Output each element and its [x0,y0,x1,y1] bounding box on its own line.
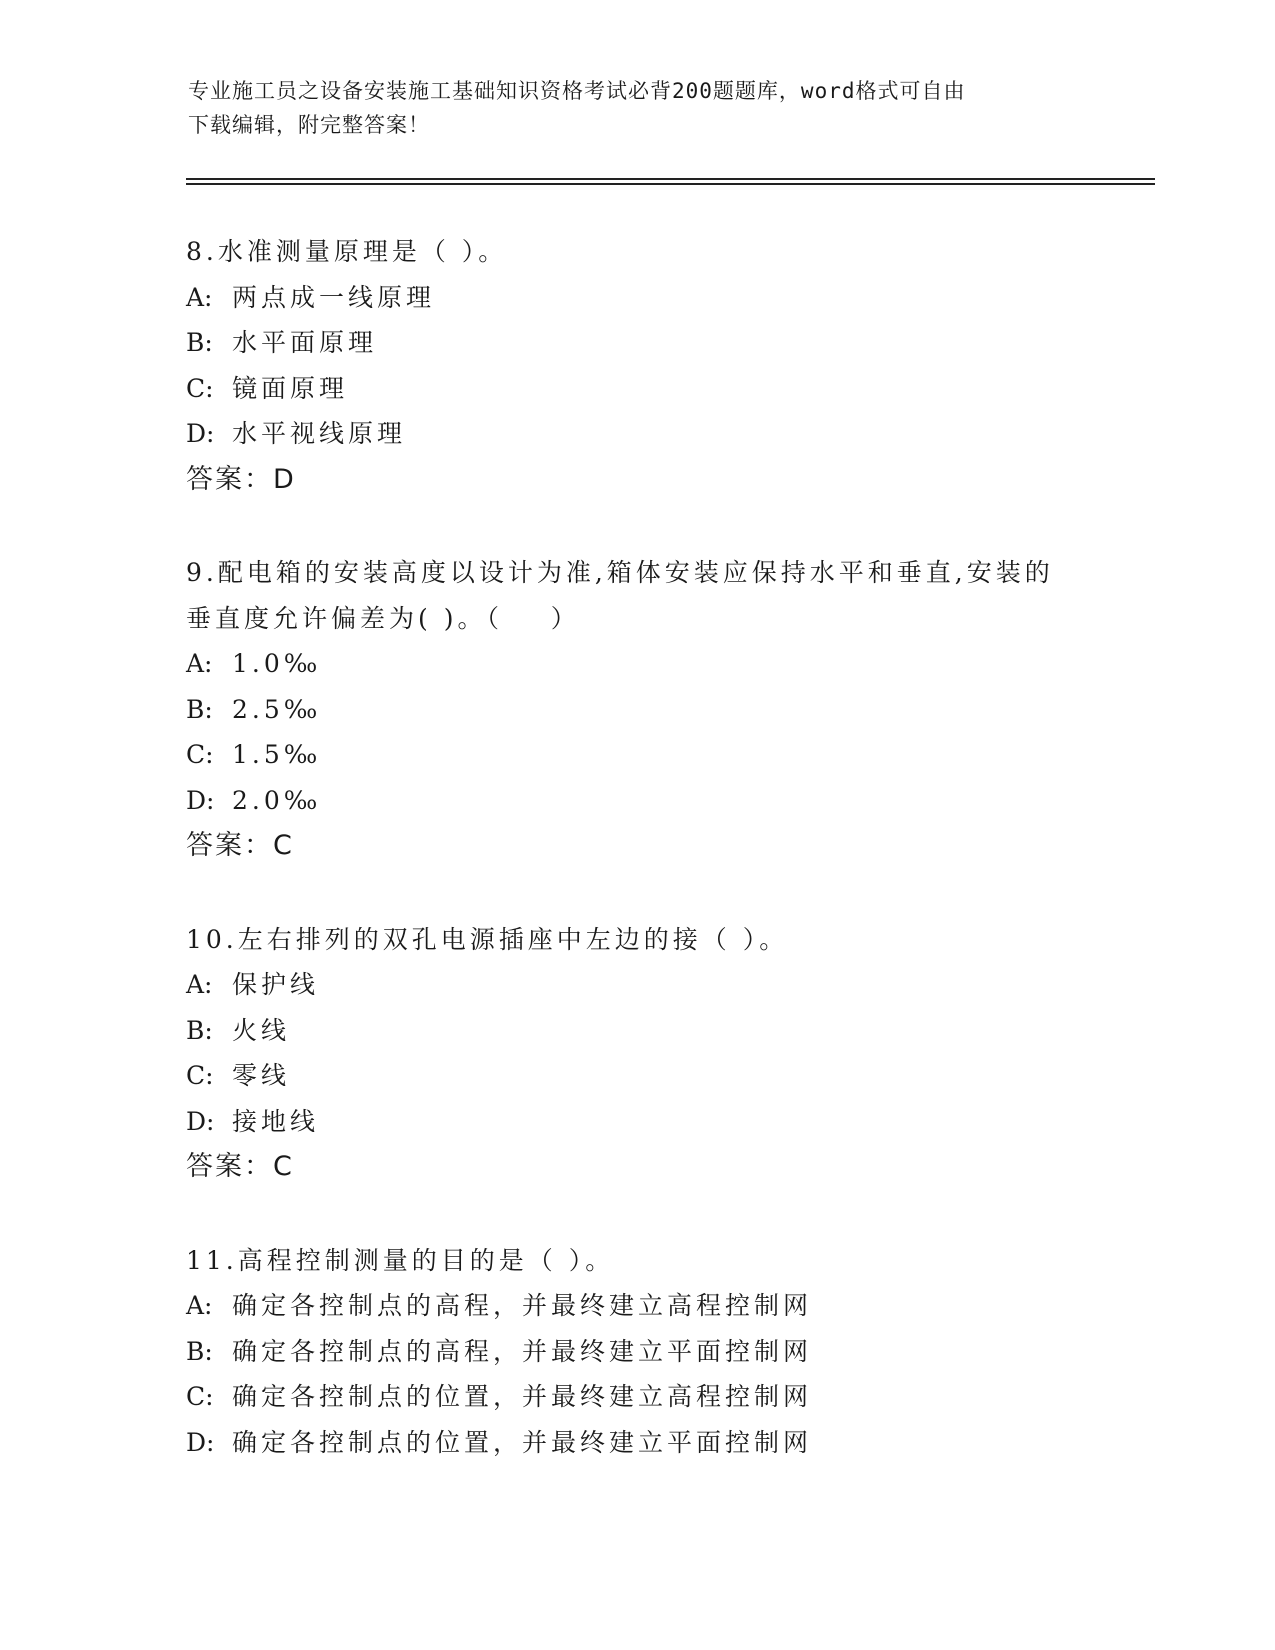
option-label: B: [186,1015,213,1045]
option-text: 2.0‰ [232,785,322,815]
option-label: A: [186,649,213,678]
header-line-2: 下载编辑，附完整答案！ [188,113,430,137]
option-text: 火线 [232,1015,291,1045]
option-label: D: [186,419,215,448]
option-text: 接地线 [232,1106,320,1136]
option-row [186,732,1166,778]
option-text: 保护线 [232,970,320,999]
option-row [186,687,1166,733]
option-text: 零线 [232,1061,291,1090]
question-text: 8.水准测量原理是（ ）。 [186,237,508,266]
option-text: 两点成一线原理 [232,282,436,312]
option-label: C: [186,740,214,769]
option-text: 1.5‰ [232,740,322,769]
option-label: D: [186,785,215,815]
option-row [186,275,1166,321]
option-row [186,778,1166,824]
option-label: C: [186,1061,214,1090]
option-label: D: [186,1427,215,1457]
question-text: 11.高程控制测量的目的是（ ）。 [186,1245,615,1275]
option-row [186,320,1166,366]
option-row [186,411,1166,457]
document-header [188,74,1088,142]
question-block [186,550,1166,869]
question-text: 9.配电箱的安装高度以设计为准,箱体安装应保持水平和垂直,安装的 [186,558,1054,587]
option-row [186,1008,1166,1054]
option-text: 确定各控制点的位置，并最终建立平面控制网 [232,1427,813,1457]
option-text: 确定各控制点的高程，并最终建立高程控制网 [232,1291,813,1320]
header-line-1: 专业施工员之设备安装施工基础知识资格考试必背200题题库，word格式可自由 [188,79,966,103]
answer-text: 答案：C [186,1151,294,1182]
option-row [186,1329,1166,1375]
header-divider-top [186,178,1155,180]
option-label: C: [186,373,214,403]
option-label: B: [186,694,213,724]
question-list [186,229,1166,1513]
option-text: 确定各控制点的位置，并最终建立高程控制网 [232,1382,813,1411]
question-block [186,1238,1166,1466]
header-divider-bottom [186,183,1155,185]
option-text: 1.0‰ [232,649,322,678]
option-text: 镜面原理 [232,373,349,403]
option-text: 水平面原理 [232,328,378,357]
question-block [186,917,1166,1190]
option-row [186,962,1166,1008]
option-row [186,1283,1166,1329]
option-row [186,1053,1166,1099]
option-label: A: [186,1291,213,1320]
question-block [186,229,1166,502]
option-row [186,641,1166,687]
question-text: 垂直度允许偏差为( )。（ ） [186,603,580,633]
option-label: A: [186,282,213,312]
option-row [186,366,1166,412]
option-text: 2.5‰ [232,694,322,724]
option-row [186,1099,1166,1145]
question-text: 10.左右排列的双孔电源插座中左边的接（ ）。 [186,924,789,954]
option-label: C: [186,1382,214,1411]
option-label: B: [186,328,213,357]
answer-text: 答案：C [186,830,294,861]
option-label: D: [186,1106,215,1136]
option-row [186,1420,1166,1466]
answer-text: 答案：D [186,463,296,495]
option-text: 水平视线原理 [232,419,407,448]
option-label: B: [186,1336,213,1366]
option-text: 确定各控制点的高程，并最终建立平面控制网 [232,1336,813,1366]
option-row [186,1374,1166,1420]
option-label: A: [186,970,213,999]
